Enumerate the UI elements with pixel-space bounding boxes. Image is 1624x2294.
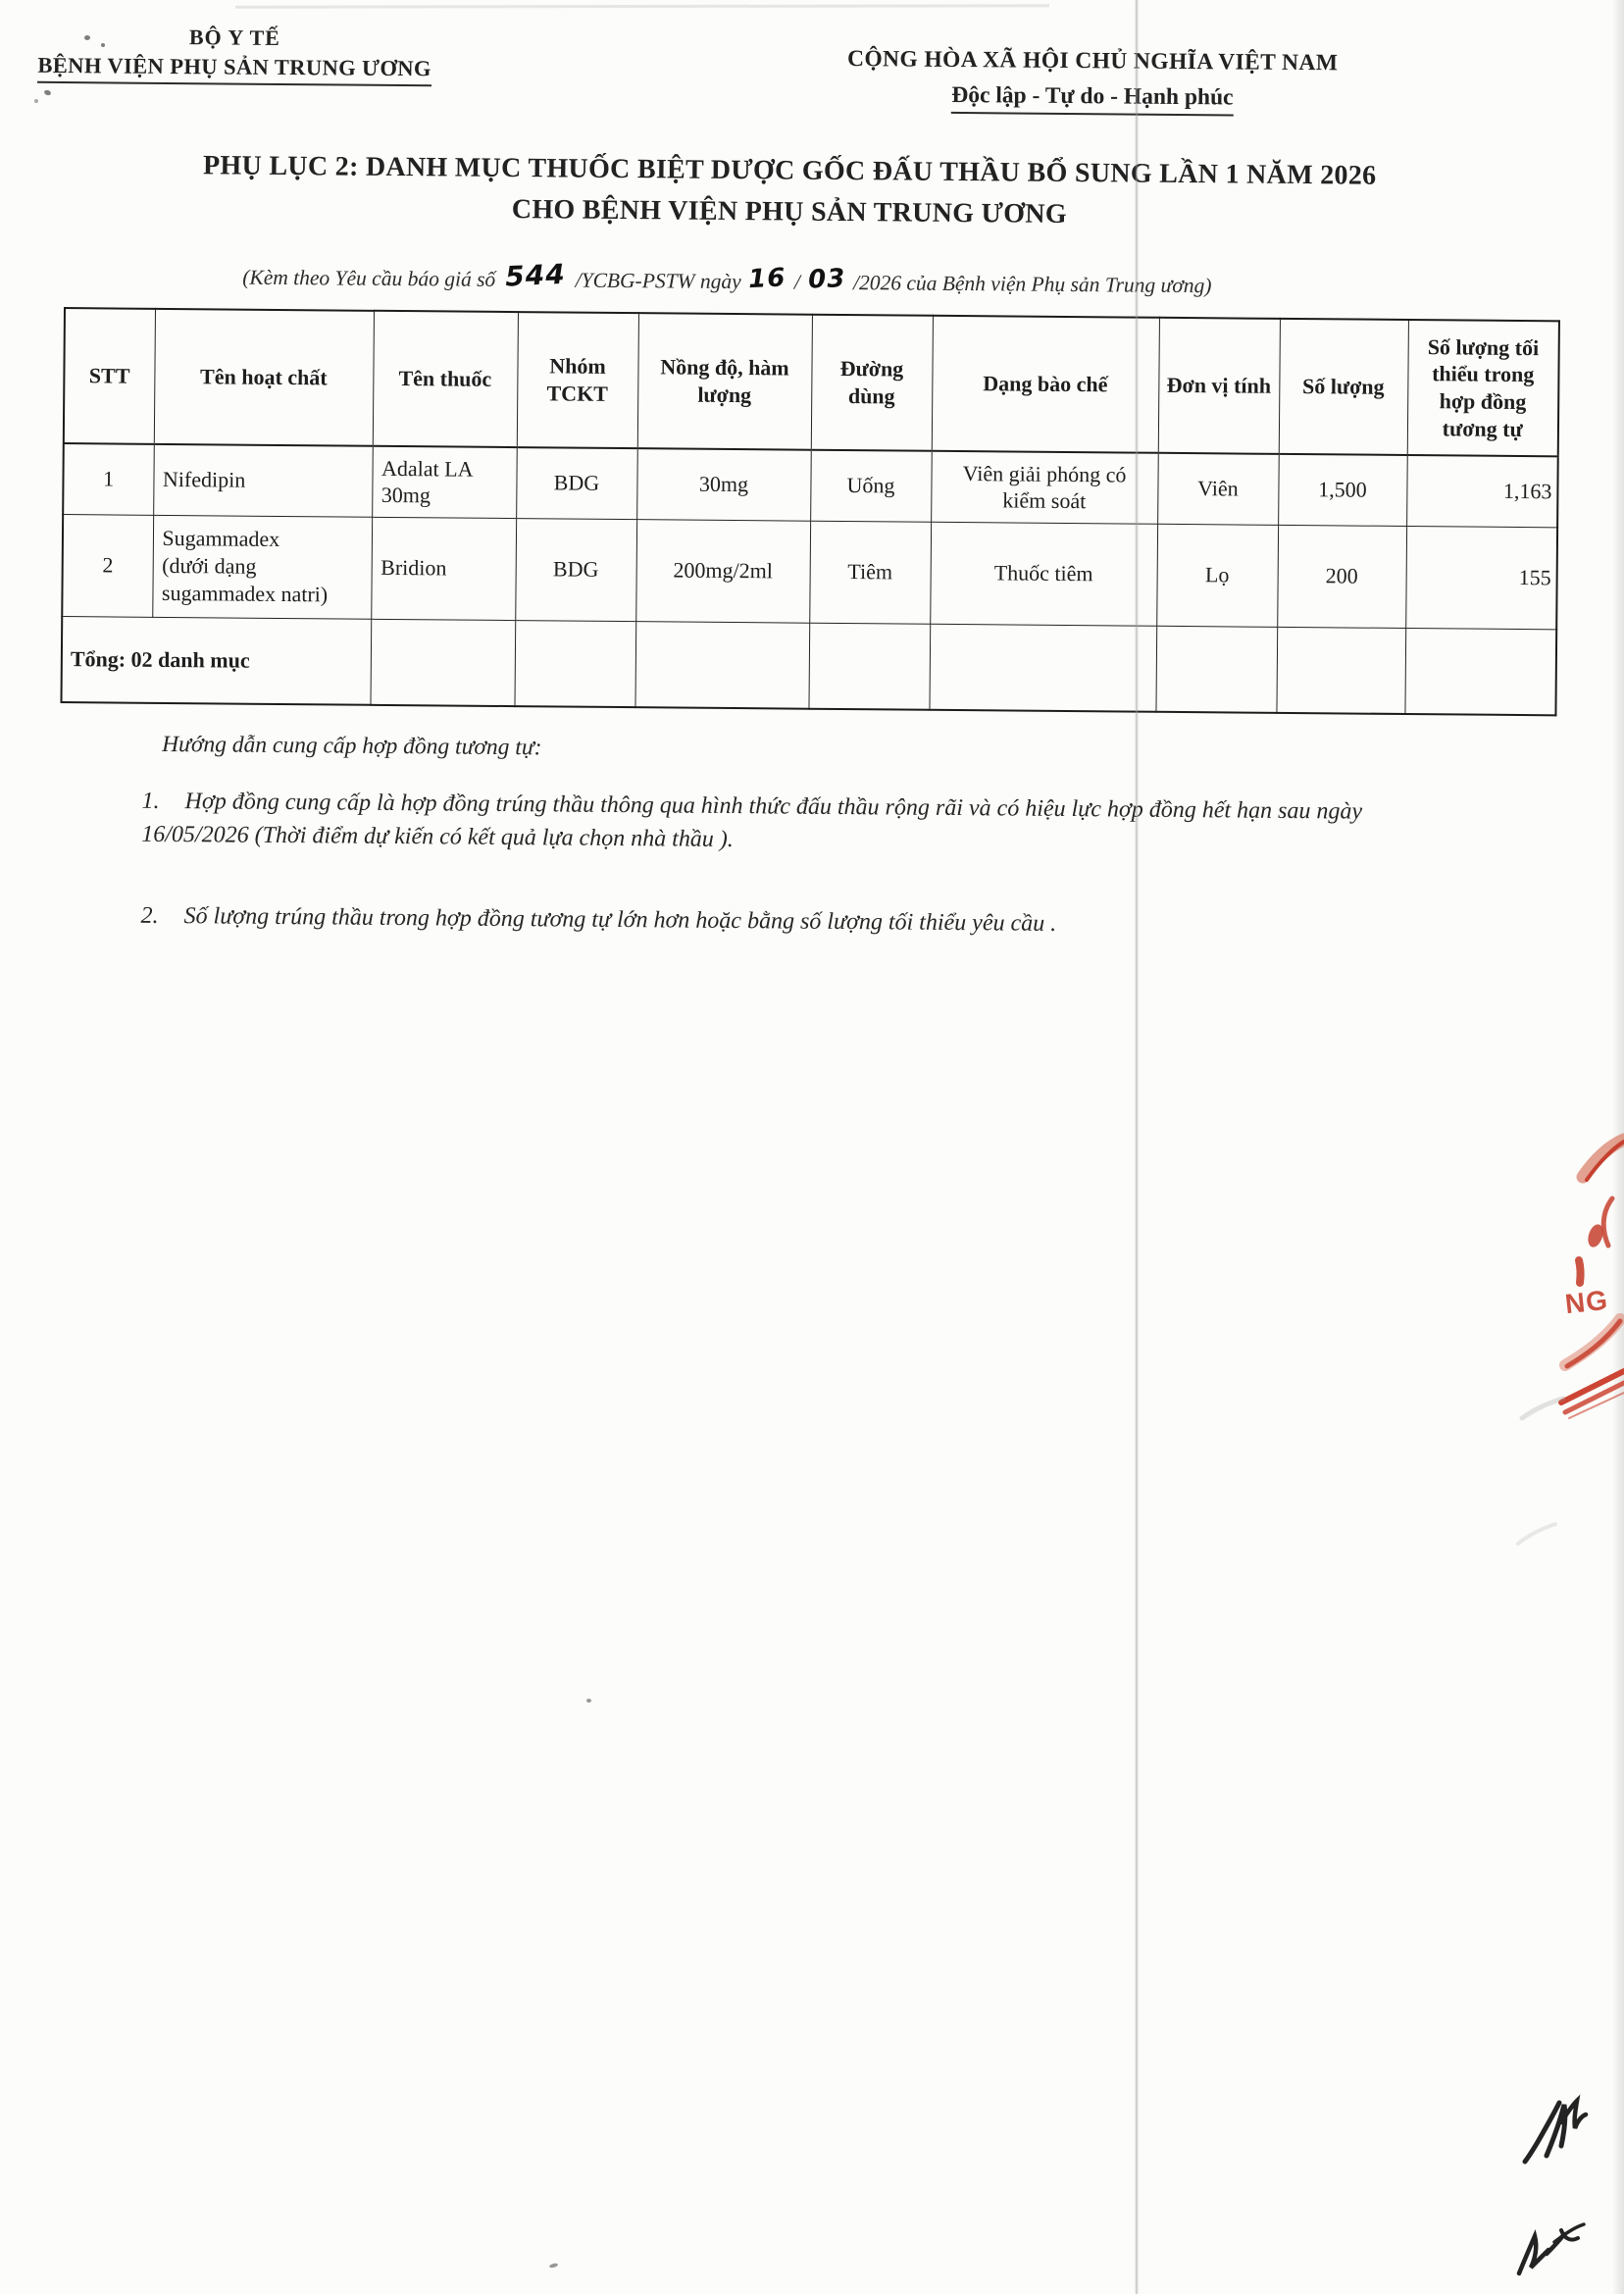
cell-ten-thuoc: Adalat LA 30mg: [372, 446, 517, 518]
signature-scribble-2: [1515, 2218, 1592, 2277]
stamp-mark: [1579, 1260, 1581, 1283]
handwritten-day: 16: [747, 263, 787, 295]
table-total-row: [61, 616, 1556, 715]
cell-bao-che: Viên giải phóng có kiểm soát: [931, 451, 1158, 524]
empty-cell: [929, 624, 1156, 712]
cell-hoat-chat: Sugammadex (dưới dạng sugammadex natri): [152, 515, 372, 619]
note-item-2: [140, 899, 1459, 944]
note-number: 1.: [141, 788, 160, 814]
empty-cell: [370, 619, 515, 706]
cell-nong-do: 30mg: [636, 448, 811, 521]
signature-stroke: [1519, 2236, 1548, 2273]
scan-speck: [34, 99, 38, 103]
national-motto: Độc lập - Tự do - Hạnh phúc: [951, 82, 1234, 117]
handwritten-number: 544: [504, 257, 567, 293]
note-text: Hợp đồng cung cấp là hợp đồng trúng thầu thông qua hình thức đấu thầu rộng rãi và có hiệu lực hợp đồng hết hạn sau ngày 16/05/2026 (Thời điểm dự kiến có kết quả lựa chọn nhà thầu ).: [141, 789, 1363, 853]
cell-so-luong: 1,500: [1278, 454, 1407, 526]
column-header-duong-dung: Đường dùng: [811, 315, 933, 451]
cell-stt: 1: [63, 443, 154, 515]
column-header-ten-thuoc: Tên thuốc: [373, 311, 518, 447]
reference-text-4: /2026 của Bệnh viện Phụ sản Trung ương): [852, 271, 1212, 298]
empty-cell: [1276, 627, 1405, 714]
empty-cell: [1155, 626, 1277, 713]
cell-hoat-chat: Nifedipin: [153, 444, 373, 517]
note-text: Số lượng trúng thầu trong hợp đồng tương tự lớn hơn hoặc bằng số lượng tối thiểu yêu cầu .: [183, 903, 1057, 937]
org-parent-name: BỘ Y TẾ: [188, 25, 281, 50]
column-header-nong-do: Nồng độ, hàm lượng: [637, 313, 812, 450]
column-header-bao-che: Dạng bào chế: [932, 316, 1159, 453]
cell-stt: 2: [62, 514, 153, 617]
total-label-cell: Tổng: 02 danh mục: [61, 616, 371, 705]
scan-speck: [586, 1699, 591, 1703]
column-header-don-vi: Đơn vị tính: [1158, 318, 1280, 454]
scan-scuff: [1518, 1524, 1555, 1544]
cell-duong-dung: Tiêm: [809, 521, 931, 624]
handwritten-month: 03: [807, 264, 846, 295]
page-fold-line: [1136, 0, 1138, 2294]
reference-text-3: /: [793, 270, 800, 294]
cell-toi-thieu: 1,163: [1406, 455, 1558, 527]
appendix-title-line1: PHỤ LỤC 2: DANH MỤC THUỐC BIỆT DƯỢC GỐC ĐẤU THẦU BỔ SUNG LẦN 1 NĂM 2026: [202, 150, 1377, 191]
cell-bao-che: Thuốc tiêm: [930, 522, 1157, 626]
notes-heading: Hướng dẫn cung cấp hợp đồng tương tự:: [162, 731, 542, 761]
national-title: CỘNG HÒA XÃ HỘI CHỦ NGHĨA VIỆT NAM: [846, 46, 1339, 76]
reference-text-1: (Kèm theo Yêu cầu báo giá số: [242, 265, 496, 291]
column-header-so-luong: Số lượng: [1279, 319, 1408, 455]
table-header-row: [64, 308, 1559, 456]
appendix-title-line2: CHO BỆNH VIỆN PHỤ SẢN TRUNG ƯƠNG: [511, 194, 1068, 229]
empty-cell: [1404, 628, 1556, 715]
cell-nhom: BDG: [515, 518, 636, 621]
stamp-mark: [1603, 1198, 1612, 1246]
cell-nong-do: 200mg/2ml: [635, 519, 810, 623]
drug-list-table: [60, 307, 1559, 716]
cell-nhom: BDG: [516, 447, 637, 519]
national-header: [754, 45, 1432, 118]
table-row: [63, 443, 1558, 527]
scan-speck: [84, 35, 90, 40]
column-header-hoat-chat: Tên hoạt chất: [154, 309, 374, 446]
empty-cell: [808, 623, 930, 710]
stamp-text-fragment: NG: [1563, 1284, 1610, 1320]
cell-toi-thieu: 155: [1405, 526, 1557, 629]
cell-ten-thuoc: Bridion: [371, 517, 516, 620]
empty-cell: [514, 620, 635, 707]
reference-text-2: /YCBG-PSTW ngày: [575, 268, 741, 294]
note-item-1: [141, 785, 1461, 863]
scan-scuff: [1522, 1399, 1563, 1418]
cell-so-luong: 200: [1277, 525, 1406, 628]
stamp-mark: [1565, 1319, 1620, 1365]
scan-speck: [101, 43, 105, 47]
org-header-left: [28, 24, 441, 87]
cell-don-vi: Viên: [1157, 453, 1279, 525]
note-number: 2.: [140, 902, 159, 929]
table-row: [62, 514, 1557, 629]
empty-cell: [634, 621, 809, 709]
column-header-stt: STT: [64, 308, 155, 444]
cell-duong-dung: Uống: [810, 450, 932, 522]
column-header-toi-thieu: Số lượng tối thiểu trong hợp đồng tương tự: [1407, 320, 1559, 456]
org-name: BỆNH VIỆN PHỤ SẢN TRUNG ƯƠNG: [37, 53, 431, 87]
cell-don-vi: Lọ: [1156, 524, 1278, 627]
red-stamp-fragment: [1510, 1106, 1624, 1567]
signature-scribble-1: [1520, 2089, 1594, 2167]
reference-line: [242, 259, 1576, 303]
column-header-nhom-tckt: Nhóm TCKT: [517, 312, 638, 448]
